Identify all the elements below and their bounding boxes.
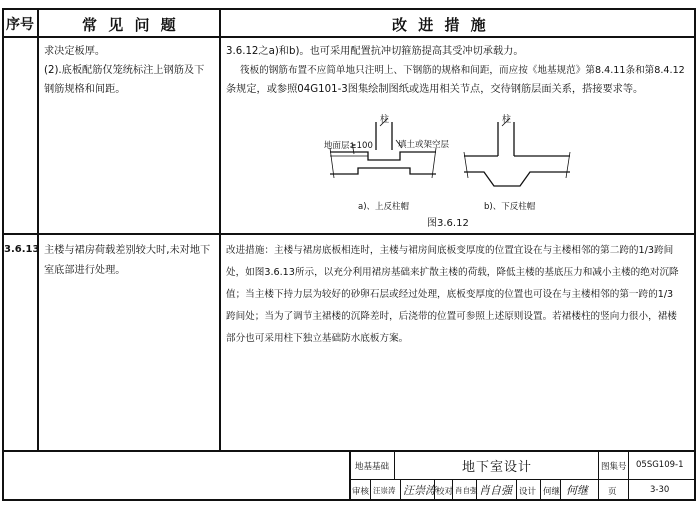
row1-measure-line2: 筏板的钢筋布置不应简单地只注明上、下钢筋的规格和间距，而应按《地基规范》第8.4.11条和第8.4.12 [240,65,685,76]
row2-problem-line1: 主楼与裙房荷载差别较大时,未对地下 [44,245,211,256]
tb-design-label: 设计 [519,487,537,497]
tb-review-label: 审核 [352,487,370,497]
tb-sv1 [370,479,371,500]
figure-b-column-label: 柱 [502,115,512,125]
col-rule-2 [219,8,221,451]
tb-sv6 [516,479,517,500]
tb-review-signature: 汪崇涛 [403,484,436,497]
tb-sv8 [560,479,561,500]
figure-a-fill-label: 填土或架空层 [398,140,450,150]
row-rule [2,233,695,235]
tb-sv7 [540,479,541,500]
row1-problem-line2: (2).底板配筋仅笼统标注上钢筋及下 [44,65,205,76]
figure-b-column [498,122,514,156]
tb-atlas-no: 05SG109-1 [636,460,684,470]
tb-v2 [598,450,599,500]
tb-design-signature: 何继 [566,484,588,497]
row2-measure-line1: 改进措施：主楼与裙房底板相连时，主楼与裙房间底板变厚度的位置宜设在与主楼相邻的第二跨的1/3跨间 [226,245,674,256]
tb-review-name: 汪崇涛 [373,486,396,495]
border-right [694,8,696,501]
tb-check-signature: 肖自强 [479,484,512,497]
row1-problem-line1: 求决定板厚。 [44,46,106,57]
figure-a-column-fill [376,122,392,152]
figure-title: 图3.6.12 [427,218,469,229]
tb-drawing-title: 地下室设计 [462,460,533,475]
tb-v1 [394,450,395,479]
header-problem: 常 见 问 题 [82,16,179,34]
header-seq: 序号 [6,17,34,33]
row1-problem-line3: 钢筋规格和间距。 [44,84,126,95]
figure-b-slab [464,156,570,186]
figure-a-column [376,122,392,150]
header-measure: 改 进 措 施 [392,16,489,34]
tb-check-label: 校对 [436,487,454,497]
figure-a-ground-label: 地面层≥100 [324,141,373,151]
row1-measure-line1: 3.6.12之a)和b)。也可采用配置抗冲切箍筋提高其受冲切承载力。 [226,46,524,57]
figure-a-slab [330,152,436,174]
figure-b-caption: b)、下反柱帽 [484,202,536,212]
border-top [2,8,695,10]
tb-v3 [628,450,629,500]
figure-a-caption: a)、上反柱帽 [358,202,410,212]
figure-a-column-label: 柱 [380,115,390,125]
tb-check-name: 肖自强 [455,486,478,495]
row2-measure-line5: 部分也可采用柱下独立基础防水底板方案。 [226,333,409,344]
col-rule-1 [37,8,39,451]
tb-sv2 [400,479,401,500]
row2-problem-line2: 室底部进行处理。 [44,265,126,276]
tb-page-label: 页 [608,487,617,497]
row2-measure-line3: 值；当主楼下持力层为较好的砂卵石层或经过处理，底板变厚度的位置也可设在与主楼相邻的第一跨的1/3 [226,289,674,300]
row2-seq: 3.6.13 [4,244,40,255]
row2-measure-line4: 跨间处；当为了调节主裙楼的沉降差时，后浇带的位置可参照上述原则设置。若裙楼柱的竖向力很小，裙楼 [226,311,677,322]
header-rule [2,36,695,38]
figure-3-6-12 [318,112,578,224]
tb-design-name: 何继 [543,487,561,497]
row2-measure-line2: 处，如图3.6.13所示，以充分利用裙房基础来扩散主楼的荷载，降低主楼的基底压力和减小主楼的绝对沉降 [226,267,679,278]
tb-left-rule [349,450,351,500]
tb-atlas-label: 图集号 [601,462,627,472]
tb-page-number: 3-30 [650,485,670,495]
tb-category: 地基基础 [355,462,390,472]
row1-measure-line3: 条规定，或参照04G101-3图集绘制图纸或选用相关节点，交待钢筋层面关系，搭接要求等。 [226,84,644,95]
